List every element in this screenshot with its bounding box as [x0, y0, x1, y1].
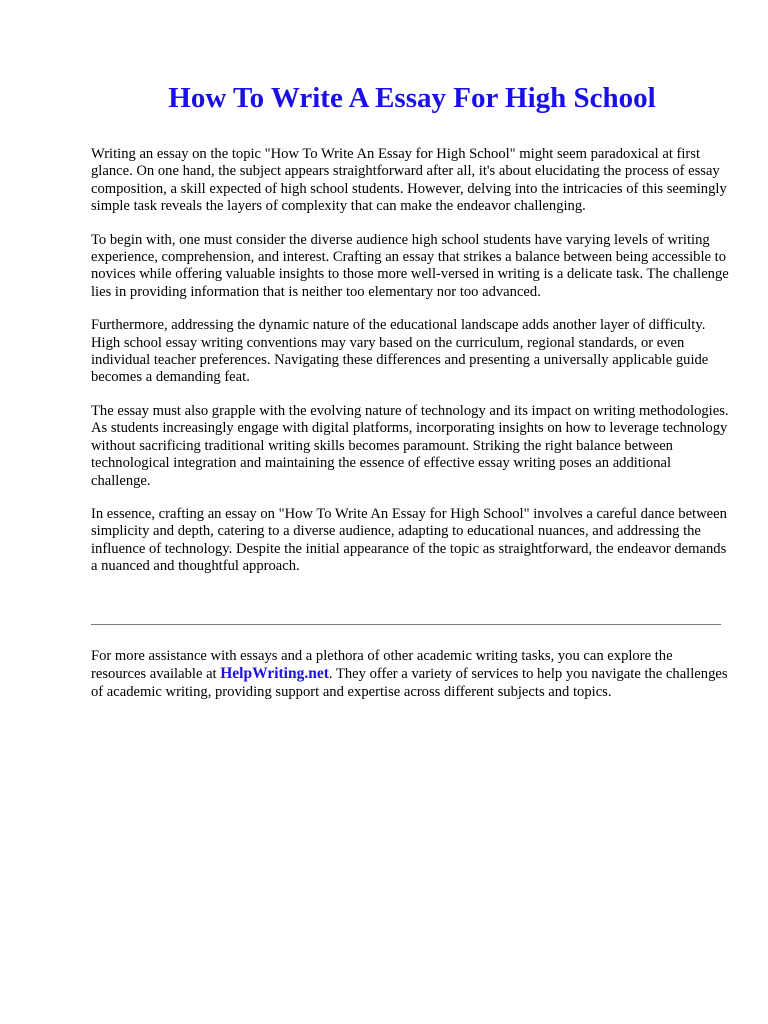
document-title: How To Write A Essay For High School [168, 82, 656, 114]
footer-text-before-link: For more assistance with essays and a plethora of other academic writing tasks, you can explore the resources available at [91, 648, 673, 683]
horizontal-divider [91, 624, 721, 625]
paragraph-intro: Writing an essay on the topic "How To Write An Essay for High School" might seem paradoxical at first glance. On one hand, the subject appears straightforward after all, it's about elucidating the process of essay composition, a skill expected of high school students. However, delving into the intricacies of this seemingly simple task reveals the layers of complexity that can make the endeavor challenging. [91, 146, 727, 215]
footer-note [91, 648, 731, 701]
paragraph-conclusion: In essence, crafting an essay on "How To Write An Essay for High School" involves a careful dance between simplicity and depth, catering to a diverse audience, adapting to educational nuances, and addressing the influence of technology. Despite the initial appearance of the topic as straightforward, the endeavor demands a nuanced and thoughtful approach. [91, 505, 727, 575]
footer-text-after-link: . They offer a variety of services to help you navigate the challenges of academic writing, providing support and expertise across different subjects and topics. [91, 666, 728, 700]
paragraph-technology: The essay must also grapple with the evolving nature of technology and its impact on writing methodologies. As students increasingly engage with digital platforms, incorporating insights on how to leverage technology without sacrificing traditional writing skills becomes paramount. Striking the right balance between technological integration and maintaining the essence of effective essay writing poses an additional challenge. [91, 402, 729, 489]
paragraph-audience: To begin with, one must consider the diverse audience high school students have varying levels of writing experience, comprehension, and interest. Crafting an essay that strikes a balance between being accessible to novices while offering valuable insights to those more well-versed in writing is a delicate task. The challenge lies in providing information that is neither too elementary nor too advanced. [91, 231, 729, 300]
helpwriting-link[interactable]: HelpWriting.net [220, 665, 329, 683]
paragraph-landscape: Furthermore, addressing the dynamic nature of the educational landscape adds another layer of difficulty. High school essay writing conventions may vary based on the curriculum, regional standards, or even individual teacher preferences. Navigating these differences and presenting a universally applicable guide becomes a demanding feat. [91, 317, 709, 386]
essay-body [91, 146, 731, 592]
